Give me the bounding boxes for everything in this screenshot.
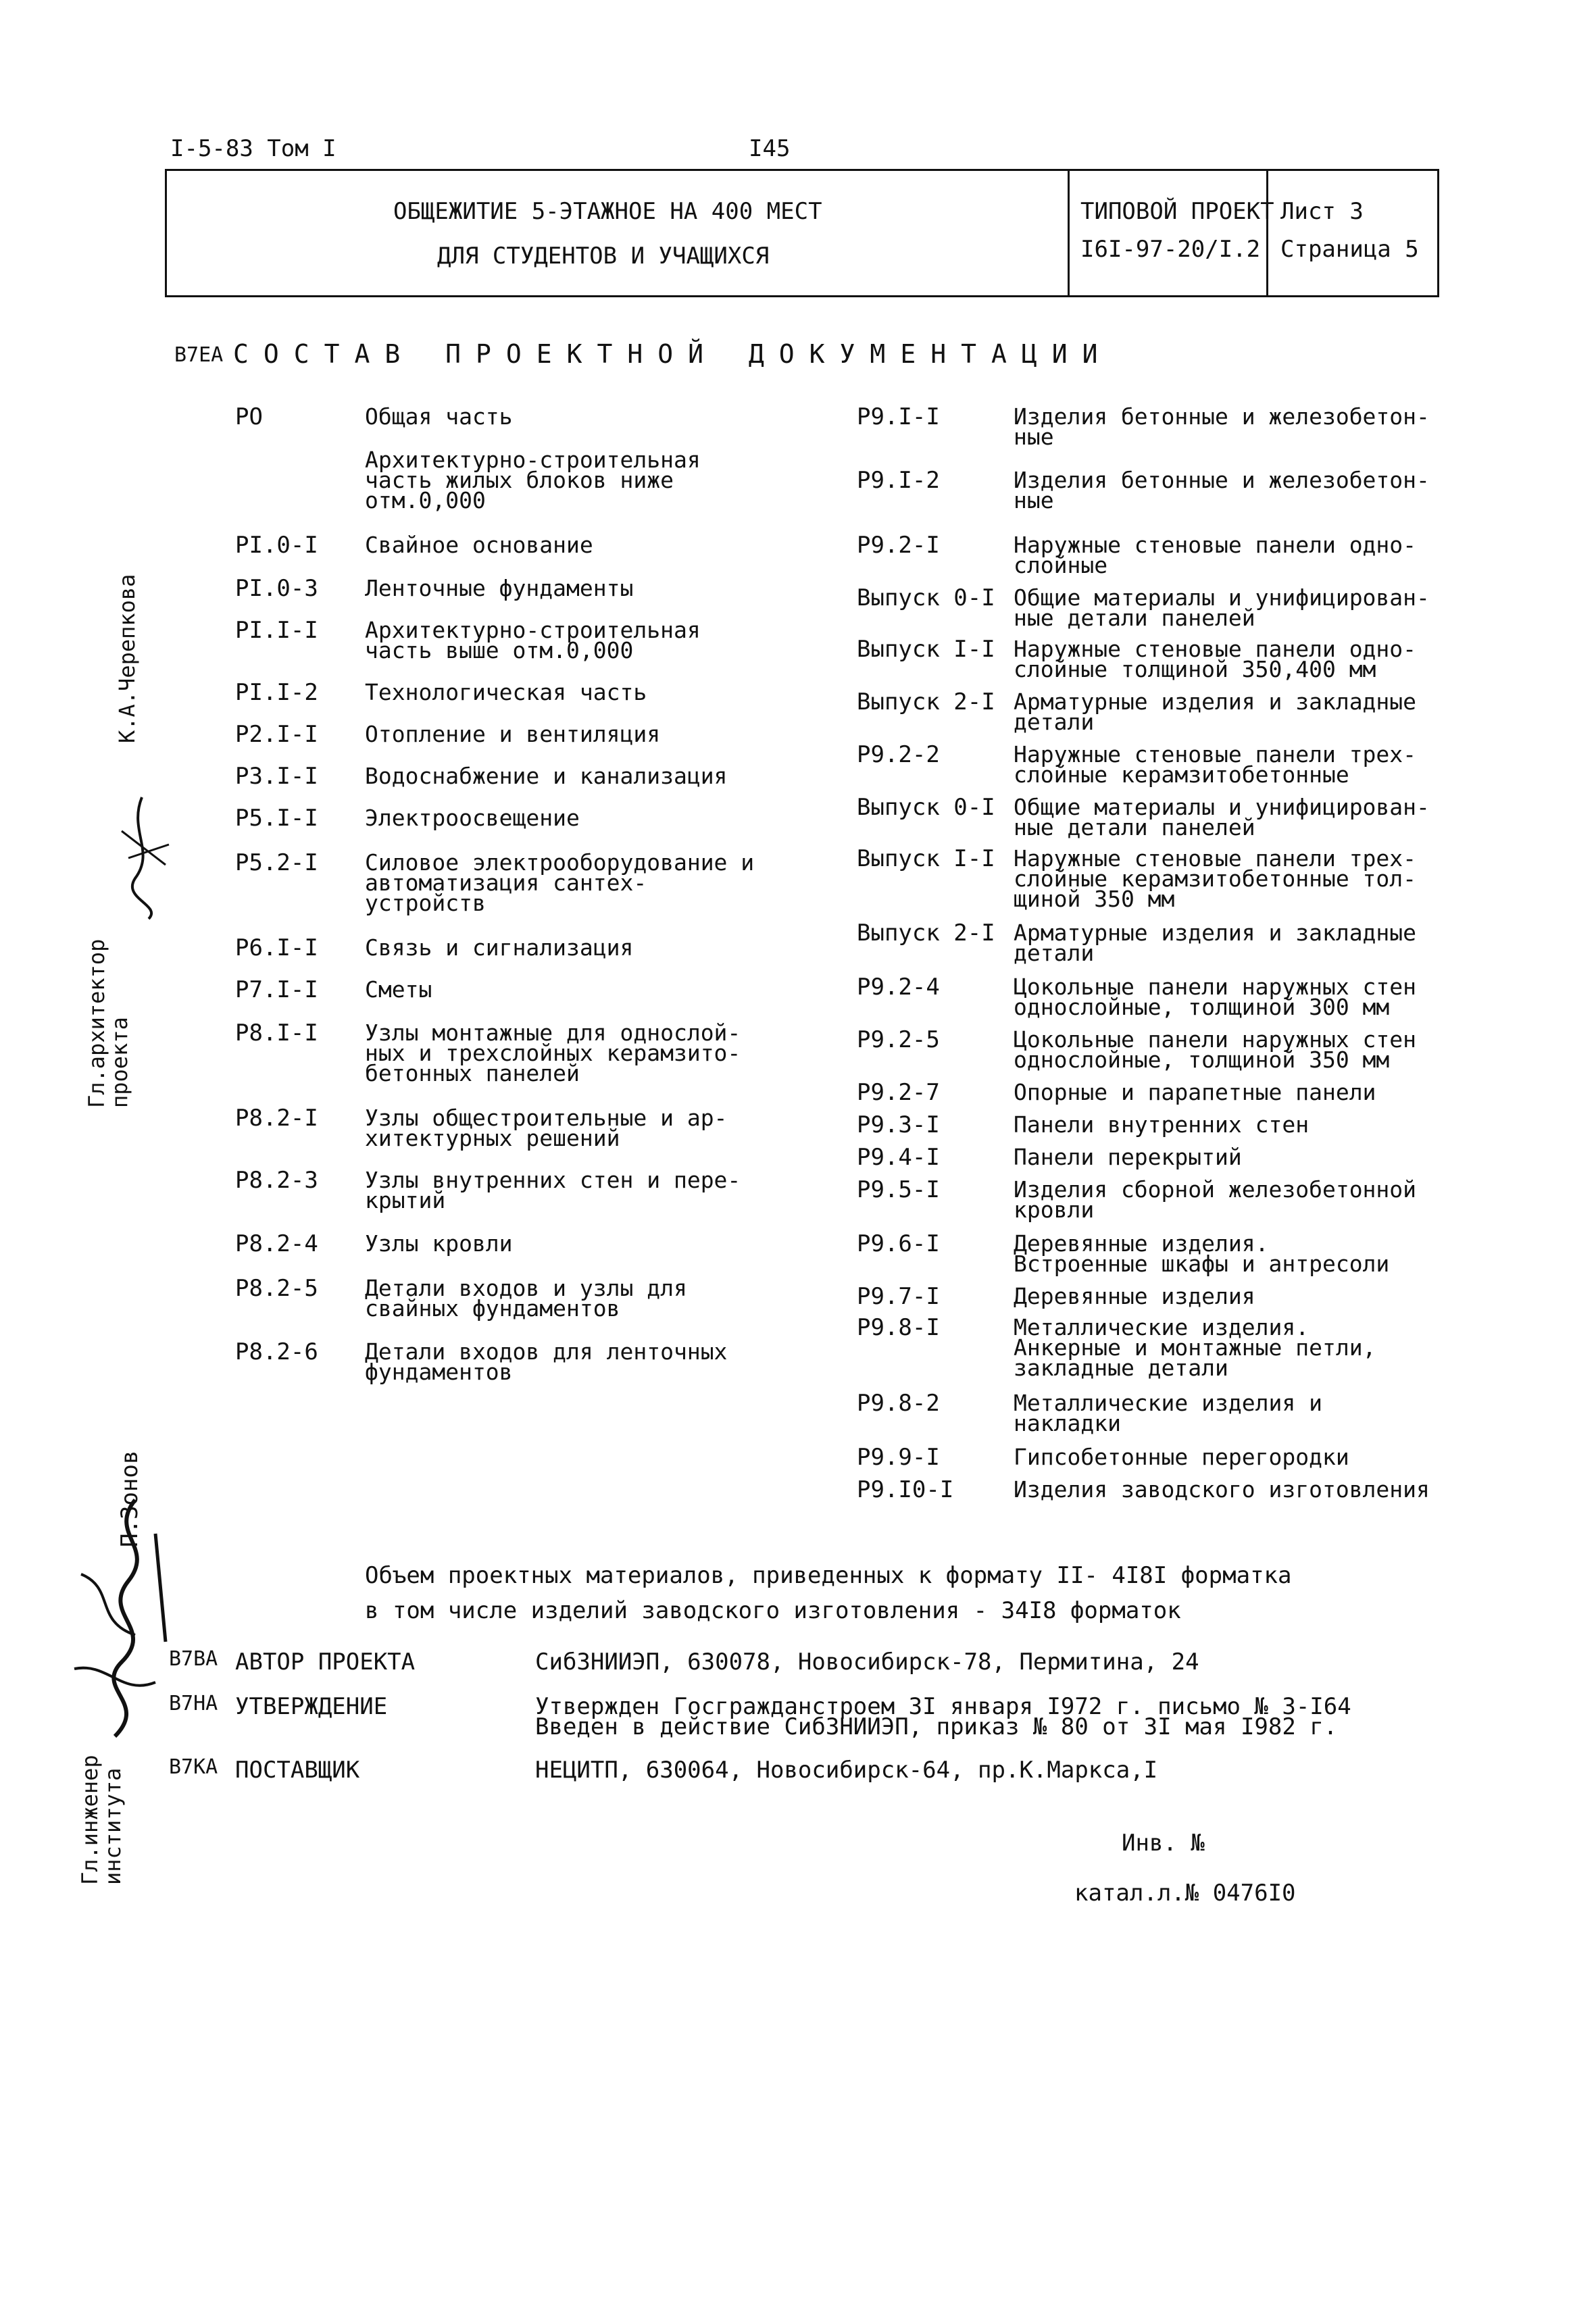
list-item-text: Изделия сборной железобетонной кровли <box>1014 1176 1417 1223</box>
architect-name: К.А.Черепкова <box>114 574 140 743</box>
list-item-code: PI.I-2 <box>235 679 318 706</box>
list-item-code: P9.9-I <box>857 1444 940 1471</box>
list-item-text: Наружные стеновые панели одно- слойные толщиной 350,400 мм <box>1014 636 1417 682</box>
list-item-text: Арматурные изделия и закладные детали <box>1014 688 1417 735</box>
project-number: I6I-97-20/I.2 <box>1080 236 1261 263</box>
list-item-code: Выпуск I-I <box>857 636 995 663</box>
title-block <box>165 169 1439 297</box>
list-item-text: Гипсобетонные перегородки <box>1014 1444 1349 1470</box>
list-item-text: Узлы общестроительные и ар- хитектурных решений <box>365 1105 728 1151</box>
volume-line-2: в том числе изделий заводского изготовления - 34I8 форматок <box>365 1597 1181 1624</box>
list-item-code: P8.2-5 <box>235 1275 318 1302</box>
list-item-code: P7.I-I <box>235 976 318 1003</box>
list-item-text: Наружные стеновые панели одно- слойные <box>1014 532 1417 578</box>
approval-line-1: Утвержден Госгражданстроем 3I января I972 г. письмо № 3-I64 <box>535 1693 1351 1720</box>
list-item-text: Узлы кровли <box>365 1230 513 1257</box>
list-item-code: P9.2-4 <box>857 974 940 1001</box>
list-item-code: P9.2-7 <box>857 1079 940 1106</box>
list-item-text: Изделия заводского изготовления <box>1014 1476 1430 1503</box>
list-item-code: PI.I-I <box>235 617 318 644</box>
author-label: АВТОР ПРОЕКТА <box>235 1649 416 1676</box>
page-label: Страница 5 <box>1280 236 1419 263</box>
list-item-text: Деревянные изделия <box>1014 1283 1255 1309</box>
author-value: СибЗНИИЭП, 630078, Новосибирск-78, Пермитина, 24 <box>535 1649 1199 1676</box>
approval-label: УТВЕРЖДЕНИЕ <box>235 1693 388 1720</box>
list-item-text: Деревянные изделия. Встроенные шкафы и антресоли <box>1014 1230 1390 1277</box>
engineer-title: Гл.инженер института <box>77 1755 126 1885</box>
list-item-text: Ленточные фундаменты <box>365 575 634 601</box>
list-item-code: P5.I-I <box>235 805 318 832</box>
list-item-text: Наружные стеновые панели трех- слойные керамзитобетонные <box>1014 741 1417 788</box>
list-item-text: Общие материалы и унифицирован- ные детали панелей <box>1014 794 1430 840</box>
list-item-code: Выпуск 2-I <box>857 920 995 947</box>
supplier-label: ПОСТАВЩИК <box>235 1757 360 1784</box>
list-item-text: Общие материалы и унифицирован- ные детали панелей <box>1014 584 1430 631</box>
list-item-text: Панели внутренних стен <box>1014 1111 1310 1138</box>
approval-code: В7НА <box>169 1692 218 1715</box>
engineer-name: П.Зонов <box>116 1450 143 1547</box>
list-item-text: Детали входов и узлы для свайных фундаментов <box>365 1275 687 1322</box>
list-item-text: Связь и сигнализация <box>365 934 634 961</box>
section-title: СОСТАВ ПРОЕКТНОЙ ДОКУМЕНТАЦИИ <box>233 339 1113 369</box>
list-item-text: Детали входов для ленточных фундаментов <box>365 1338 728 1385</box>
supplier-code: В7КА <box>169 1755 218 1779</box>
series-label: I-5-83 Том I <box>170 135 336 162</box>
list-item-code: P8.I-I <box>235 1020 318 1047</box>
title-line-1: ОБЩЕЖИТИЕ 5-ЭТАЖНОЕ НА 400 МЕСТ <box>393 198 822 225</box>
list-item-text: Наружные стеновые панели трех- слойные керамзитобетонные тол- щиной 350 мм <box>1014 845 1417 912</box>
list-item-text: Металлические изделия. Анкерные и монтажные петли, закладные детали <box>1014 1314 1376 1381</box>
list-item-code: P9.3-I <box>857 1111 940 1138</box>
supplier-value: НЕЦИТП, 630064, Новосибирск-64, пр.К.Маркса,I <box>535 1757 1158 1784</box>
list-item-text: Металлические изделия и накладки <box>1014 1390 1322 1436</box>
list-item-code: P9.6-I <box>857 1230 940 1257</box>
list-item-code: P9.I0-I <box>857 1476 954 1503</box>
project-label: ТИПОВОЙ ПРОЕКТ <box>1080 198 1274 225</box>
architect-title: Гл.архитектор проекта <box>84 938 132 1108</box>
list-item-text: Архитектурно-строительная часть жилых блоков ниже отм.0,000 <box>365 447 701 513</box>
list-item-text: Общая часть <box>365 403 513 430</box>
page-number: I45 <box>749 135 791 162</box>
list-item-text: Изделия бетонные и железобетон- ные <box>1014 467 1430 513</box>
list-item-code: P6.I-I <box>235 934 318 961</box>
list-item-code: PO <box>235 403 263 430</box>
list-item-code: Выпуск 0-I <box>857 584 995 611</box>
list-item-code: P9.8-2 <box>857 1390 940 1417</box>
list-item-code: Выпуск 0-I <box>857 794 995 821</box>
list-item-code: P8.2-3 <box>235 1167 318 1194</box>
list-item-code: P2.I-I <box>235 721 318 748</box>
list-item-text: Цокольные панели наружных стен однослойные, толщиной 350 мм <box>1014 1026 1417 1073</box>
sheet-number: Лист 3 <box>1280 198 1364 225</box>
list-item-code: P9.2-5 <box>857 1026 940 1053</box>
list-item-code: P8.2-4 <box>235 1230 318 1257</box>
approval-line-2: Введен в действие СибЗНИИЭП, приказ № 80 от 3I мая I982 г. <box>535 1713 1338 1740</box>
list-item-text: Архитектурно-строительная часть выше отм.0,000 <box>365 617 701 663</box>
list-item-code: P9.I-I <box>857 403 940 430</box>
engineer-signature <box>54 1493 182 1750</box>
list-item-code: P9.8-I <box>857 1314 940 1341</box>
list-item-text: Электроосвещение <box>365 805 580 831</box>
list-item-code: P8.2-I <box>235 1105 318 1132</box>
list-item-text: Панели перекрытий <box>1014 1144 1242 1170</box>
catalog-number: катал.л.№ 0476I0 <box>1074 1880 1296 1907</box>
list-item-text: Изделия бетонные и железобетон- ные <box>1014 403 1430 450</box>
list-item-code: P9.5-I <box>857 1176 940 1203</box>
list-item-text: Узлы внутренних стен и пере- крытий <box>365 1167 741 1213</box>
list-item-code: P9.2-2 <box>857 741 940 768</box>
list-item-code: P9.I-2 <box>857 467 940 494</box>
list-item-text: Отопление и вентиляция <box>365 721 661 747</box>
list-item-text: Свайное основание <box>365 532 593 558</box>
author-code: В7ВА <box>169 1647 218 1671</box>
list-item-code: P9.2-I <box>857 532 940 559</box>
list-item-code: P9.7-I <box>857 1283 940 1310</box>
architect-signature <box>101 790 182 926</box>
list-item-text: Опорные и парапетные панели <box>1014 1079 1376 1105</box>
section-code: В7ЕА <box>174 343 224 367</box>
list-item-text: Сметы <box>365 976 432 1003</box>
list-item-code: P9.4-I <box>857 1144 940 1171</box>
list-item-text: Цокольные панели наружных стен однослойные, толщиной 300 мм <box>1014 974 1417 1020</box>
list-item-code: PI.0-3 <box>235 575 318 602</box>
inventory-number: Инв. № <box>1122 1830 1205 1857</box>
list-item-text: Силовое электрооборудование и автоматизация сантех- устройств <box>365 849 755 916</box>
list-item-code: PI.0-I <box>235 532 318 559</box>
list-item-text: Технологическая часть <box>365 679 647 705</box>
list-item-code: Выпуск 2-I <box>857 688 995 715</box>
list-item-code: P5.2-I <box>235 849 318 876</box>
list-item-text: Узлы монтажные для однослой- ных и трехслойных керамзито- бетонных панелей <box>365 1020 741 1086</box>
volume-line-1: Объем проектных материалов, приведенных к формату II- 4I8I форматка <box>365 1562 1292 1589</box>
list-item-code: P8.2-6 <box>235 1338 318 1365</box>
list-item-code: P3.I-I <box>235 763 318 790</box>
title-line-2: ДЛЯ СТУДЕНТОВ И УЧАЩИХСЯ <box>437 243 770 270</box>
list-item-text: Арматурные изделия и закладные детали <box>1014 920 1417 966</box>
list-item-text: Водоснабжение и канализация <box>365 763 728 789</box>
list-item-code: Выпуск I-I <box>857 845 995 872</box>
